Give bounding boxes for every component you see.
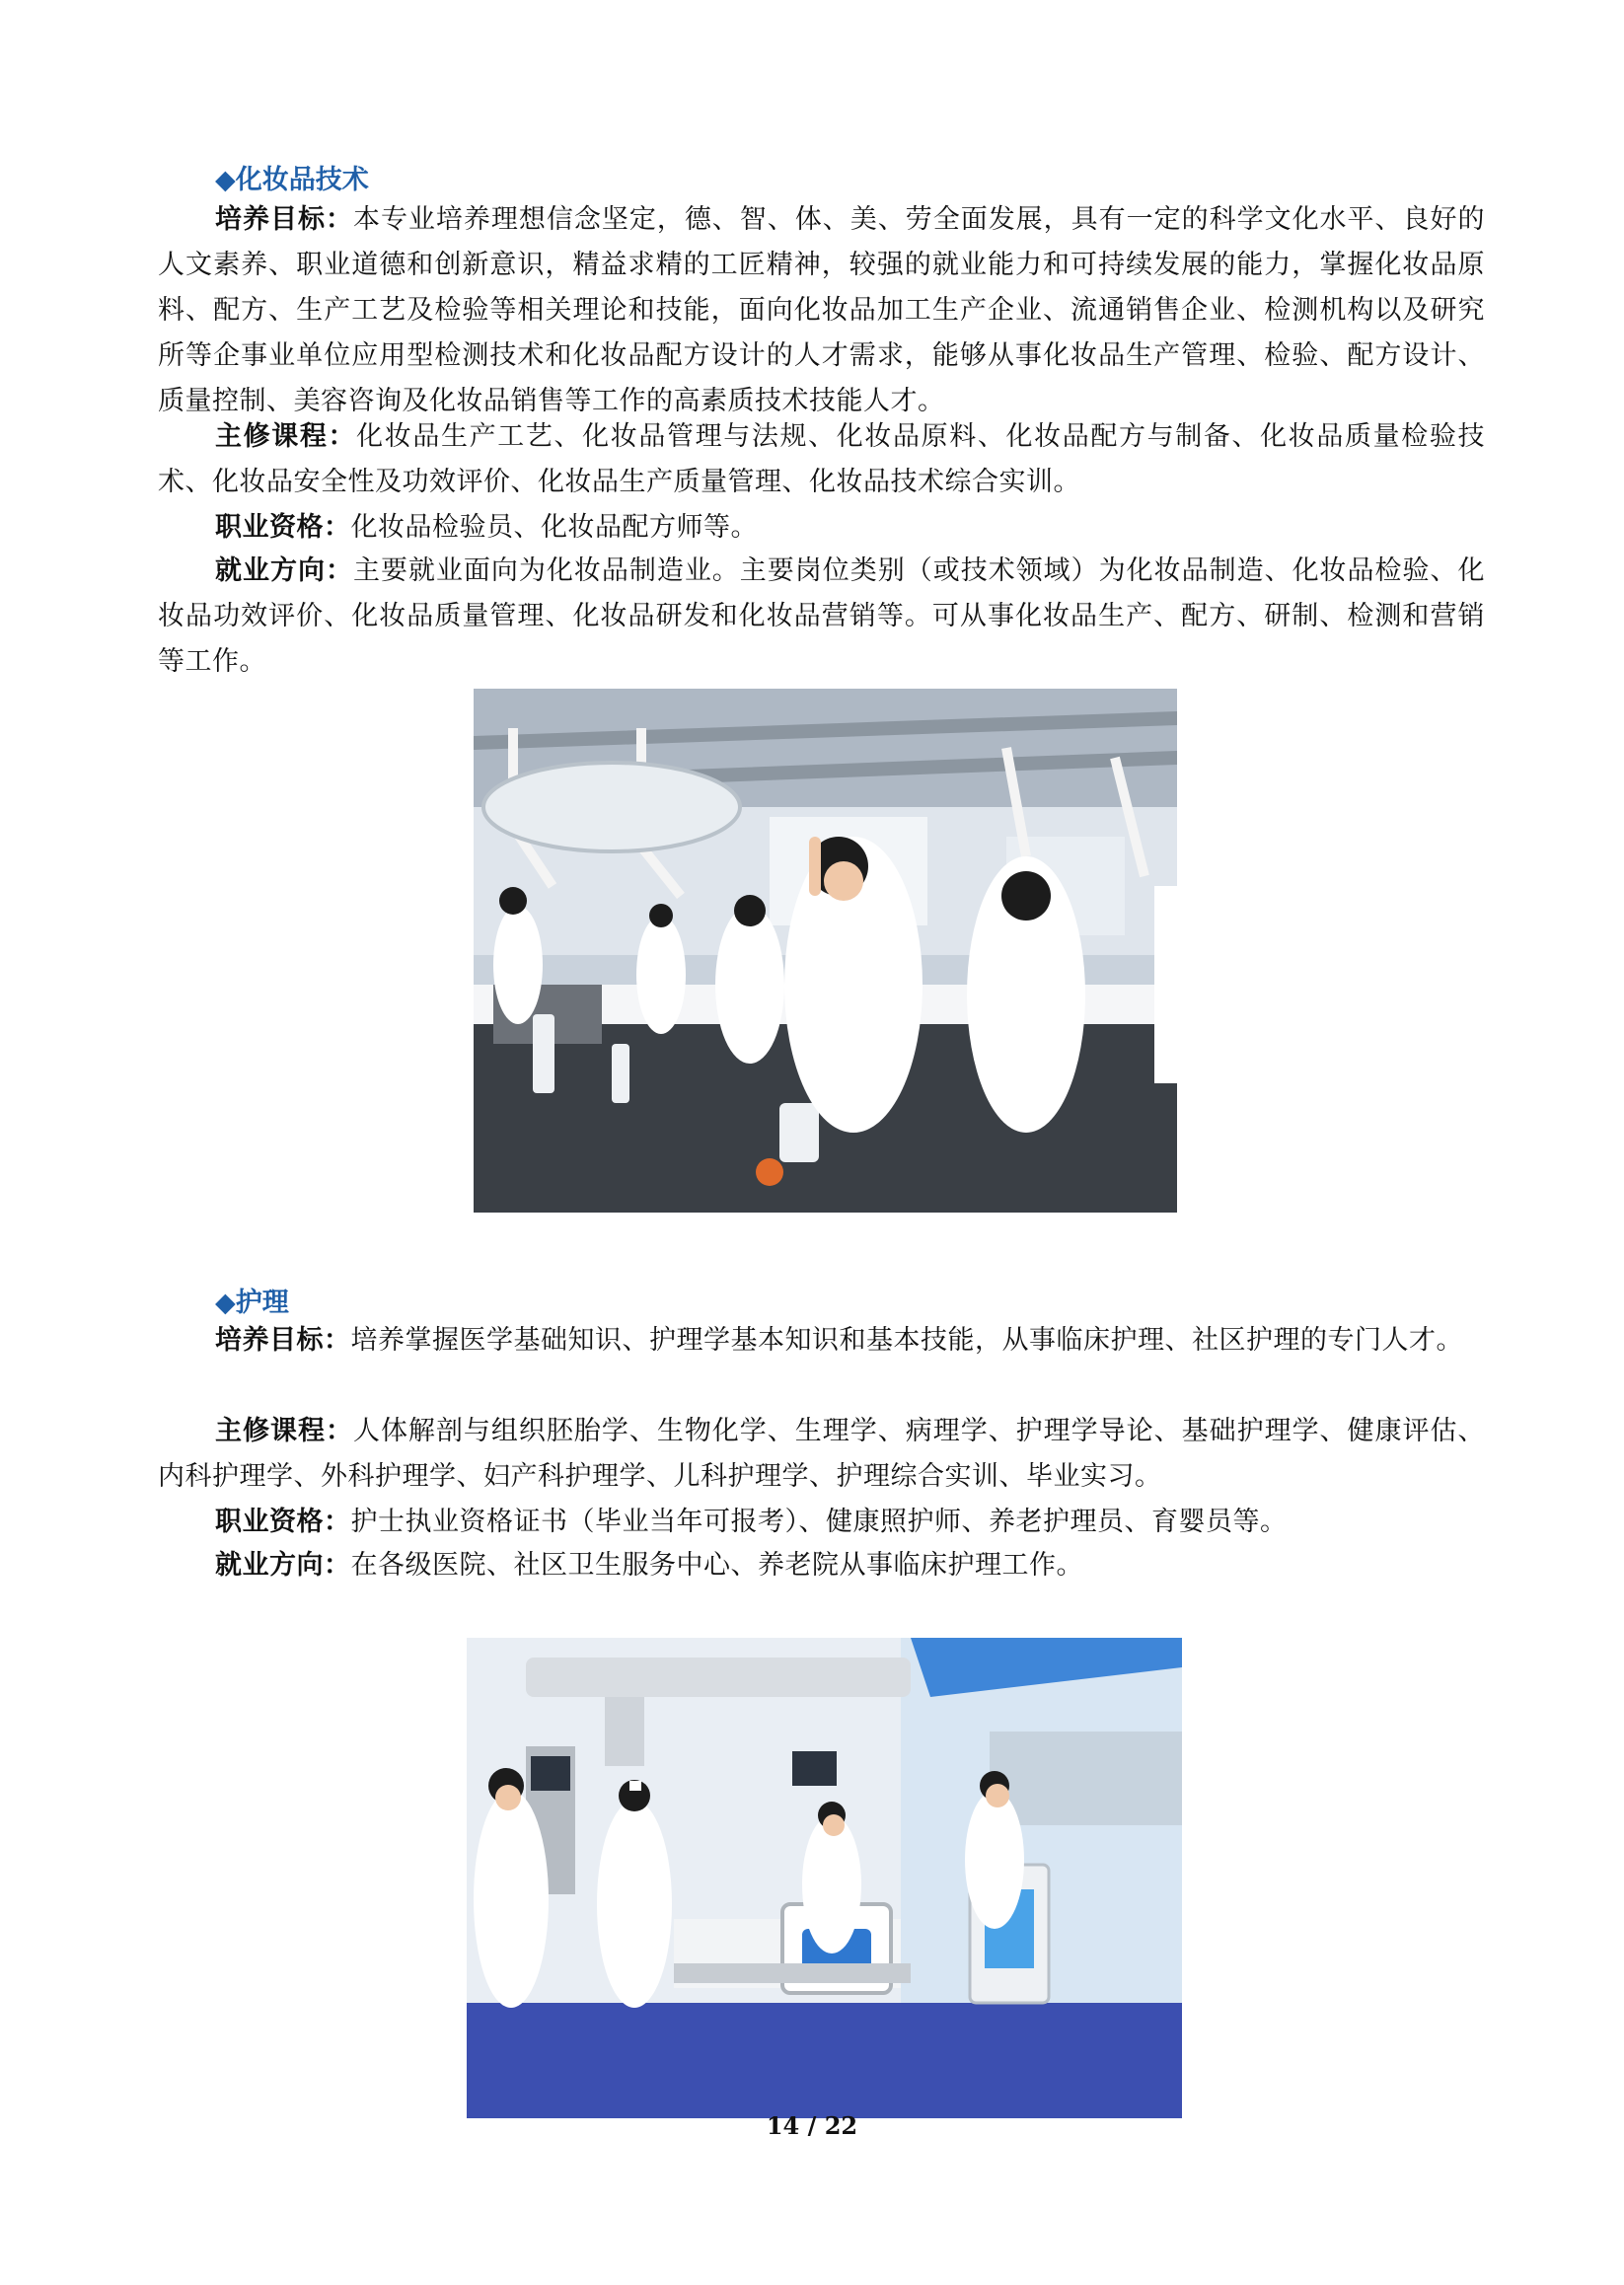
label: 培养目标：: [215, 204, 353, 235]
cosmetics-lab-photo: [474, 689, 1177, 1213]
label: 职业资格：: [215, 1507, 351, 1537]
paragraph-text: 主要就业面向为化妆品制造业。主要岗位类别（或技术领域）为化妆品制造、化妆品检验、化妆品功效评价、化妆品质量管理、化妆品研发和化妆品营销等。可从事化妆品生产、配方、研制、检测和营销等工作。: [158, 555, 1486, 677]
label: 培养目标：: [215, 1325, 351, 1356]
paragraph-main-courses: [158, 414, 1485, 505]
paragraph-qualification: [158, 1500, 1485, 1545]
label: 就业方向：: [215, 555, 353, 586]
paragraph-training-goal: [158, 1318, 1485, 1364]
nursing-ward-photo: [467, 1638, 1182, 2118]
section-title-nursing: ◆护理: [215, 1288, 289, 1318]
paragraph-employment: [158, 549, 1485, 685]
section-title-cosmetics: ◆化妆品技术: [215, 165, 369, 195]
paragraph-text: 化妆品检验员、化妆品配方师等。: [350, 512, 758, 543]
paragraph-text: 本专业培养理想信念坚定，德、智、体、美、劳全面发展，具有一定的科学文化水平、良好的人文素养、职业道德和创新意识，精益求精的工匠精神，较强的就业能力和可持续发展的能力，掌握化妆品原料、配方、生产工艺及检验等相关理论和技能，面向化妆品加工生产企业、流通销售企业、检测机构以及研究所等企事业单位应用型检测技术和化妆品配方设计的人才需求，能够从事化妆品生产管理、检验、配方设计、质量控制、美容咨询及化妆品销售等工作的高素质技术技能人才。: [158, 204, 1486, 416]
label: 职业资格：: [215, 512, 351, 543]
paragraph-text: 培养掌握医学基础知识、护理学基本知识和基本技能，从事临床护理、社区护理的专门人才。: [350, 1325, 1463, 1356]
paragraph-qualification: [158, 505, 1485, 551]
label: 就业方向：: [215, 1550, 351, 1581]
label: 主修课程：: [215, 1416, 353, 1446]
paragraph-text: 护士执业资格证书（毕业当年可报考）、健康照护师、养老护理员、育婴员等。: [350, 1507, 1288, 1537]
page-number: 14 / 22: [766, 2111, 858, 2140]
paragraph-text: 人体解剖与组织胚胎学、生物化学、生理学、病理学、护理学导论、基础护理学、健康评估、内科护理学、外科护理学、妇产科护理学、儿科护理学、护理综合实训、毕业实习。: [158, 1416, 1486, 1492]
label: 主修课程：: [215, 421, 357, 452]
paragraph-main-courses: [158, 1409, 1485, 1500]
paragraph-employment: [158, 1543, 1485, 1588]
paragraph-training-goal: [158, 197, 1485, 424]
paragraph-text: 在各级医院、社区卫生服务中心、养老院从事临床护理工作。: [350, 1550, 1083, 1581]
paragraph-text: 化妆品生产工艺、化妆品管理与法规、化妆品原料、化妆品配方与制备、化妆品质量检验技术、化妆品安全性及功效评价、化妆品生产质量管理、化妆品技术综合实训。: [158, 421, 1485, 497]
